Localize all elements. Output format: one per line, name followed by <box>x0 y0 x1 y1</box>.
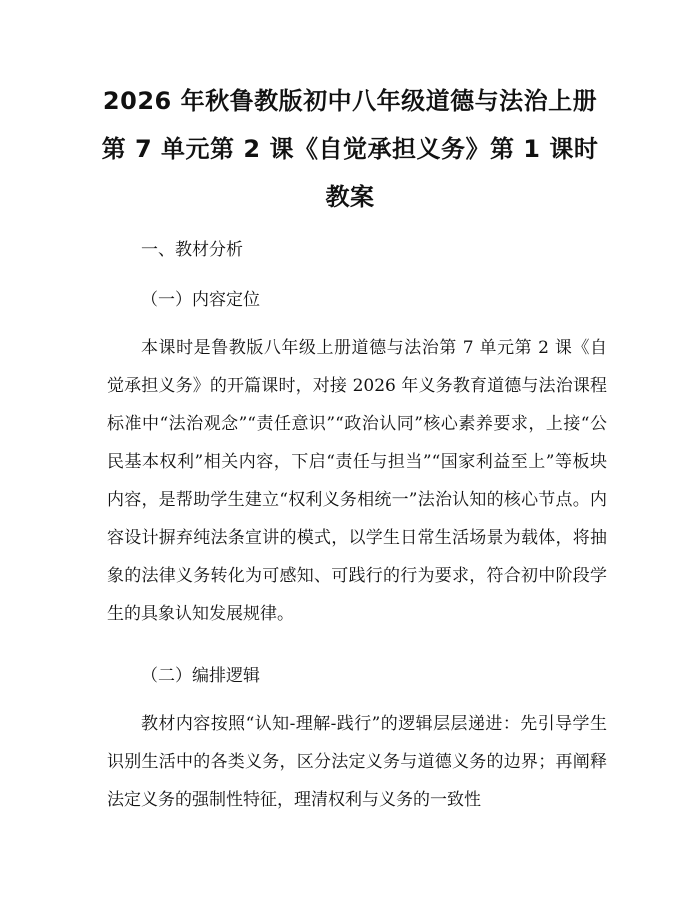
paragraph-content-positioning: 本课时是鲁教版八年级上册道德与法治第 7 单元第 2 课《自觉承担义务》的开篇课时，对接 2026 年义务教育道德与法治课程标准中“法治观念”“责任意识”“政治认同”核心素养要求，上接“公民基本权利”相关内容，下启“责任与担当”“国家利益至上”等板块内容，是帮助学生建立“权利义务相统一”法治认知的核心节点。内容设计摒弃纯法条宣讲的模式，以学生日常生活场景为载体，将抽象的法律义务转化为可感知、可践行的行为要求，符合初中阶段学生的具象认知发展规律。 <box>107 338 607 624</box>
document-title-line-1: 2026 年秋鲁教版初中八年级道德与法治上册 <box>102 87 598 115</box>
subsection-heading-arrangement-logic: （二）编排逻辑 <box>141 666 260 686</box>
subsection-heading-content-positioning: （一）内容定位 <box>141 290 260 310</box>
section-heading-textbook-analysis: 一、教材分析 <box>141 240 243 260</box>
document-title-line-2: 第 7 单元第 2 课《自觉承担义务》第 1 课时 <box>101 135 599 163</box>
paragraph-arrangement-logic: 教材内容按照“认知-理解-践行”的逻辑层层递进：先引导学生识别生活中的各类义务，区分法定义务与道德义务的边界；再阐释法定义务的强制性特征，理清权利与义务的一致性 <box>107 714 607 810</box>
document-title-line-3: 教案 <box>325 183 375 211</box>
